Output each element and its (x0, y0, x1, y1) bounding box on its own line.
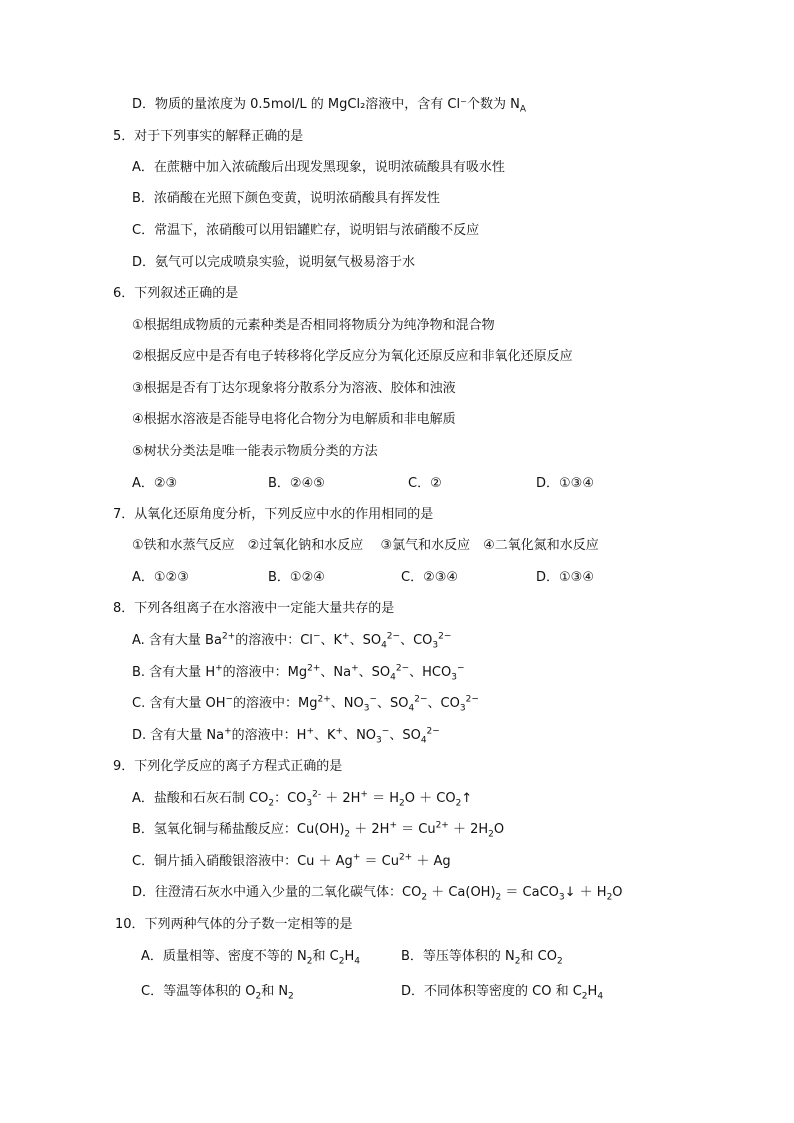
question-6-statement-3: ③根据是否有丁达尔现象将分散系分为溶液、胶体和浊液 (132, 381, 456, 396)
question-7-option-a: A．①②③ (132, 570, 189, 585)
question-8-option-c: C. 含有大量 OH−的溶液中：$Mg^{2+}$、$NO_3^-$、$SO_4^{2-}$、$CO_3^{2-}$ (132, 694, 479, 714)
question-6-option-c: C．② (408, 476, 442, 491)
question-8-option-d: D. 含有大量 Na+的溶液中：H+、K+、$NO_3^-$、$SO_4^{2-}$ (132, 726, 440, 746)
question-10-option-b: B．等压等体积的 $N_2$和 $CO_2$ (401, 949, 563, 967)
question-8-stem: 8．下列各组离子在水溶液中一定能大量共存的是 (113, 601, 395, 616)
question-10-option-d: D．不同体积等密度的 CO 和 $C_2H_4$ (401, 984, 604, 1002)
question-10-stem: 10．下列两种气体的分子数一定相等的是 (115, 917, 353, 932)
question-7-option-b: B．①②④ (268, 570, 325, 585)
question-10-option-c: C．等温等体积的 $O_2$和 $N_2$ (141, 984, 294, 1002)
question-8-option-a: A. 含有大量 $Ba^{2+}$的溶液中：Cl−、K+、$SO_4^{2-}$、$CO_3^{2-}$ (132, 631, 452, 651)
question-7-reaction-list: ①铁和水蒸气反应 ②过氧化钠和水反应 ③氯气和水反应 ④二氧化氮和水反应 (132, 538, 599, 553)
question-7-stem: 7．从氧化还原角度分析，下列反应中水的作用相同的是 (113, 507, 434, 522)
question-6-option-b: B．②④⑤ (268, 476, 325, 491)
question-4-option-d: D．物质的量浓度为 0.5mol/L 的 MgCl₂溶液中，含有 Cl⁻个数为 $N_A$ (132, 97, 527, 115)
question-7-option-d: D．①③④ (536, 570, 594, 585)
question-9-option-a: A．盐酸和石灰石制 $CO_2$：$CO_3^{2-} + 2H^+ = H_2O$ ＋ $CO_2↑$ (132, 789, 473, 809)
question-9-option-c: C．铜片插入硝酸银溶液中：$Cu + Ag^+ = Cu^{2+} + Ag$ (132, 852, 451, 869)
question-6-option-a: A．②③ (132, 476, 178, 491)
question-5-option-a: A．在蔗糖中加入浓硫酸后出现发黑现象，说明浓硫酸具有吸水性 (132, 160, 505, 175)
question-5-option-c: C．常温下，浓硝酸可以用铝罐贮存，说明铝与浓硝酸不反应 (132, 223, 480, 238)
question-5-stem: 5．对于下列事实的解释正确的是 (113, 129, 304, 144)
question-9-option-d: D．往澄清石灰水中通入少量的二氧化碳气体：$CO_2 + Ca(OH)_2$ ＝ CaCO$_3$↓ ＋ $H_2O$ (132, 885, 623, 903)
question-6-statement-2: ②根据反应中是否有电子转移将化学反应分为氧化还原反应和非氧化还原反应 (132, 349, 573, 364)
question-6-statement-1: ①根据组成物质的元素种类是否相同将物质分为纯净物和混合物 (132, 318, 495, 333)
question-8-option-b: B. 含有大量 H+的溶液中：$Mg^{2+}$、Na+、$SO_4^{2-}$、$HCO_3^-$ (132, 663, 465, 683)
question-5-option-b: B．浓硝酸在光照下颜色变黄，说明浓硝酸具有挥发性 (132, 191, 440, 206)
question-6-stem: 6．下列叙述正确的是 (113, 286, 239, 301)
question-7-option-c: C．②③④ (401, 570, 459, 585)
question-5-option-d: D．氨气可以完成喷泉实验，说明氨气极易溶于水 (132, 255, 416, 270)
question-10-option-a: A．质量相等、密度不等的 $N_2$和 $C_2H_4$ (141, 949, 360, 967)
question-6-option-d: D．①③④ (536, 476, 594, 491)
question-6-statement-4: ④根据水溶液是否能导电将化合物分为电解质和非电解质 (132, 412, 456, 427)
question-9-stem: 9．下列化学反应的离子方程式正确的是 (113, 759, 343, 774)
question-9-option-b: B．氢氧化铜与稀盐酸反应：$Cu(OH)_2 + 2H^+ = Cu^{2+} + 2H_2O$ (132, 820, 505, 840)
question-6-statement-5: ⑤树状分类法是唯一能表示物质分类的方法 (132, 444, 378, 459)
